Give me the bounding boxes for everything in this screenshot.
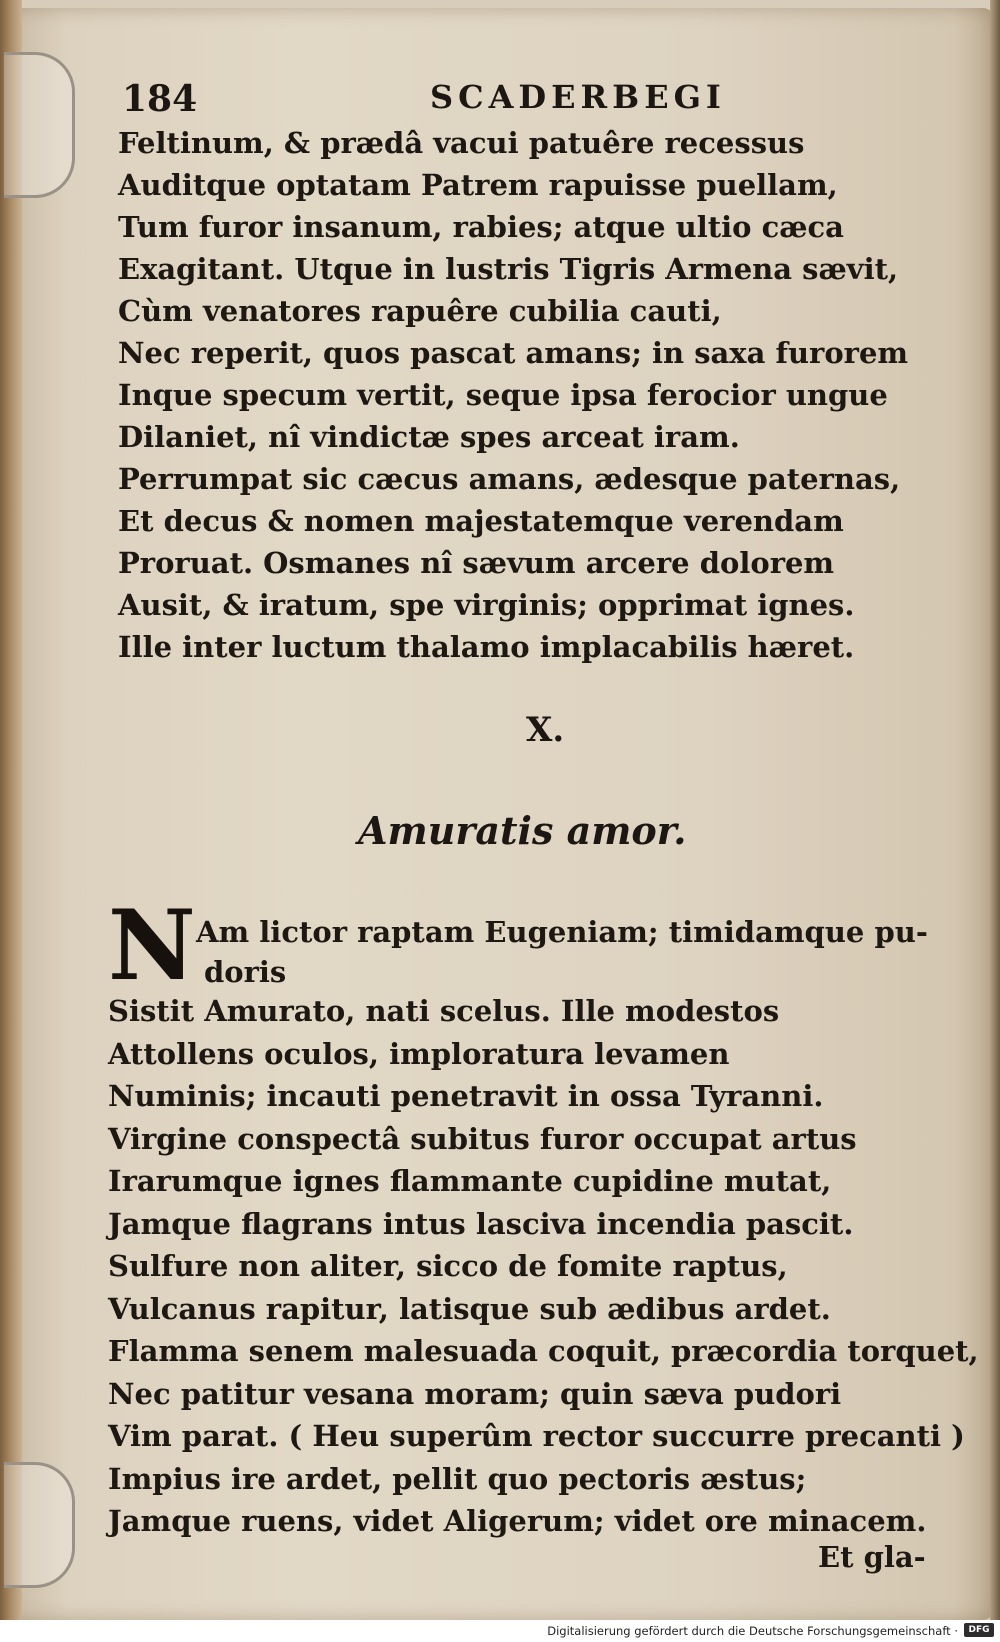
page-number: 184 [122, 78, 198, 120]
verse-line: Cùm venatores rapuêre cubilia cauti, [118, 294, 722, 328]
verse-line: Jamque ruens, videt Aligerum; videt ore minacem. [108, 1504, 927, 1538]
section-title: Amuratis amor. [358, 808, 687, 853]
verse-line: Ille inter luctum thalamo implacabilis hæret. [118, 630, 855, 664]
verse-line: Feltinum, & prædâ vacui patuêre recessus [118, 126, 805, 160]
verse-line: Proruat. Osmanes nî sævum arcere dolorem [118, 546, 835, 580]
drop-cap-initial: N [108, 889, 196, 1002]
verse-line: Jamque flagrans intus lasciva incendia pascit. [108, 1206, 854, 1241]
verse-line: Nec patitur vesana moram; quin sæva pudori [108, 1376, 842, 1411]
verse-line: Vim parat. ( Heu superûm rector succurre precanti ) [108, 1419, 965, 1453]
digitization-note: Digitalisierung gefördert durch die Deutsche Forschungsgemeinschaft · [547, 1624, 958, 1638]
verse-line: Sulfure non aliter, sicco de fomite raptus, [108, 1249, 788, 1283]
verse-line: Ausit, & iratum, spe virginis; opprimat ignes. [118, 588, 855, 622]
verse-line: Et decus & nomen majestatemque verendam [118, 504, 844, 538]
book-spine-edge [0, 0, 22, 1642]
verse-first-line-continuation: doris [204, 955, 287, 989]
verse-line: Sistit Amurato, nati scelus. Ille modestos [108, 994, 780, 1028]
verse-line: Auditque optatam Patrem rapuisse puellam, [118, 168, 838, 202]
verse-passage-two [108, 990, 979, 1543]
verse-line: Inque specum vertit, seque ipsa ferocior ungue [118, 378, 888, 412]
verse-line: Numinis; incauti penetravit in ossa Tyranni. [108, 1079, 824, 1113]
dfg-logo: DFG [964, 1623, 994, 1637]
verse-line: Vulcanus rapitur, latisque sub ædibus ardet. [108, 1291, 831, 1326]
verse-line: Virgine conspectâ subitus furor occupat artus [108, 1121, 857, 1156]
catchword: Et gla- [818, 1540, 926, 1574]
section-number: X. [526, 710, 565, 750]
verse-line: Tum furor insanum, rabies; atque ultio cæca [118, 210, 844, 244]
verse-line: Impius ire ardet, pellit quo pectoris æstus; [108, 1461, 807, 1496]
verse-line: Dilaniet, nî vindictæ spes arceat iram. [118, 420, 740, 454]
verse-line: Irarumque ignes flammante cupidine mutat, [108, 1164, 832, 1198]
running-title: SCADERBEGI [430, 78, 726, 116]
verse-line: Attollens oculos, imploratura levamen [108, 1036, 730, 1071]
verse-line: Perrumpat sic cæcus amans, ædesque paternas, [118, 462, 901, 496]
verse-passage-one [118, 122, 978, 668]
verse-line: Flamma senem malesuada coquit, præcordia torquet, [108, 1334, 979, 1368]
verse-line: Exagitant. Utque in lustris Tigris Armena sævit, [118, 252, 899, 286]
verse-line: Nec reperit, quos pascat amans; in saxa furorem [118, 336, 909, 370]
page-clip-bottom [4, 1462, 75, 1588]
verse-first-line: Am lictor raptam Eugeniam; timidamque pu- [196, 915, 928, 949]
page-right-edge [990, 0, 1000, 1620]
page-clip-top [4, 52, 75, 198]
